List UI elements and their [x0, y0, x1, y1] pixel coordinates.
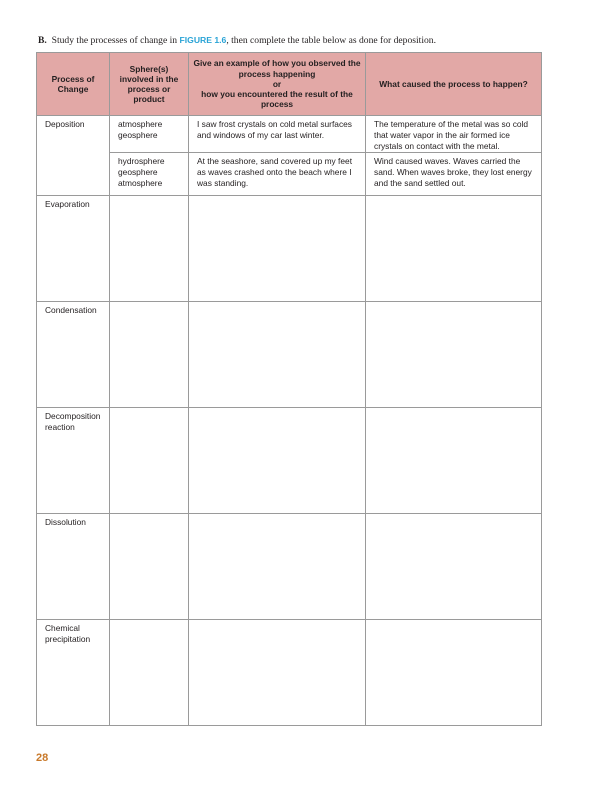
page-number: 28: [36, 752, 49, 764]
cell-spheres-blank[interactable]: [110, 196, 189, 302]
table-row-evaporation: [37, 196, 542, 302]
cell-spheres-blank[interactable]: [110, 408, 189, 514]
instruction-text: [38, 35, 578, 46]
figure-reference: FIGURE 1.6: [179, 35, 227, 45]
cell-cause: The temperature of the metal was so cold that water vapor in the air formed ice crystals on contact with the metal.: [366, 116, 542, 153]
cell-example-blank[interactable]: [189, 620, 366, 726]
cell-spheres-blank[interactable]: [110, 302, 189, 408]
header-cause: What caused the process to happen?: [366, 53, 542, 116]
cell-example-blank[interactable]: [189, 408, 366, 514]
cell-example-blank[interactable]: [189, 196, 366, 302]
header-sphere: Sphere(s) involved in the process or product: [110, 53, 189, 116]
table-row-chemical-precipitation: [37, 620, 542, 726]
sphere-item: atmosphere: [118, 119, 163, 129]
sphere-item: geosphere: [118, 130, 158, 140]
header-process: Process of Change: [37, 53, 110, 116]
cell-cause-blank[interactable]: [366, 408, 542, 514]
cell-process-condensation: Condensation: [37, 302, 110, 408]
table-row-decomposition: [37, 408, 542, 514]
sphere-item: atmosphere: [118, 178, 163, 188]
cell-cause-blank[interactable]: [366, 620, 542, 726]
table-row-deposition-1: [37, 116, 542, 153]
cell-process-dissolution: Dissolution: [37, 514, 110, 620]
sphere-item: geosphere: [118, 167, 158, 177]
cell-example: At the seashore, sand covered up my feet as waves crashed onto the beach where I was standing.: [189, 153, 366, 196]
cell-spheres: [110, 153, 189, 196]
instruction-before: Study the processes of change in: [51, 35, 178, 46]
process-table: [36, 52, 542, 726]
table-row-condensation: [37, 302, 542, 408]
cell-process-decomposition: Decomposition reaction: [37, 408, 110, 514]
cell-spheres-blank[interactable]: [110, 514, 189, 620]
cell-cause-blank[interactable]: [366, 302, 542, 408]
cell-process-evaporation: Evaporation: [37, 196, 110, 302]
cell-cause-blank[interactable]: [366, 514, 542, 620]
header-example: [189, 53, 366, 116]
table-row-deposition-2: [37, 153, 542, 196]
header-example-line1: Give an example of how you observed the process happening: [193, 58, 361, 79]
header-row: [37, 53, 542, 116]
cell-process-deposition: Deposition: [37, 116, 110, 196]
cell-example-blank[interactable]: [189, 514, 366, 620]
cell-cause: Wind caused waves. Waves carried the sand. When waves broke, they lost energy and the sand settled out.: [366, 153, 542, 196]
cell-example-blank[interactable]: [189, 302, 366, 408]
table-row-dissolution: [37, 514, 542, 620]
cell-process-chemical-precipitation: Chemical precipitation: [37, 620, 110, 726]
header-example-or: or: [272, 78, 282, 89]
section-label: B.: [38, 35, 47, 46]
sphere-item: hydrosphere: [118, 156, 165, 166]
cell-cause-blank[interactable]: [366, 196, 542, 302]
cell-example: I saw frost crystals on cold metal surfaces and windows of my car last winter.: [189, 116, 366, 153]
instruction-after: , then complete the table below as done for deposition.: [226, 35, 436, 46]
cell-spheres: [110, 116, 189, 153]
header-example-line2: how you encountered the result of the process: [201, 89, 353, 110]
cell-spheres-blank[interactable]: [110, 620, 189, 726]
